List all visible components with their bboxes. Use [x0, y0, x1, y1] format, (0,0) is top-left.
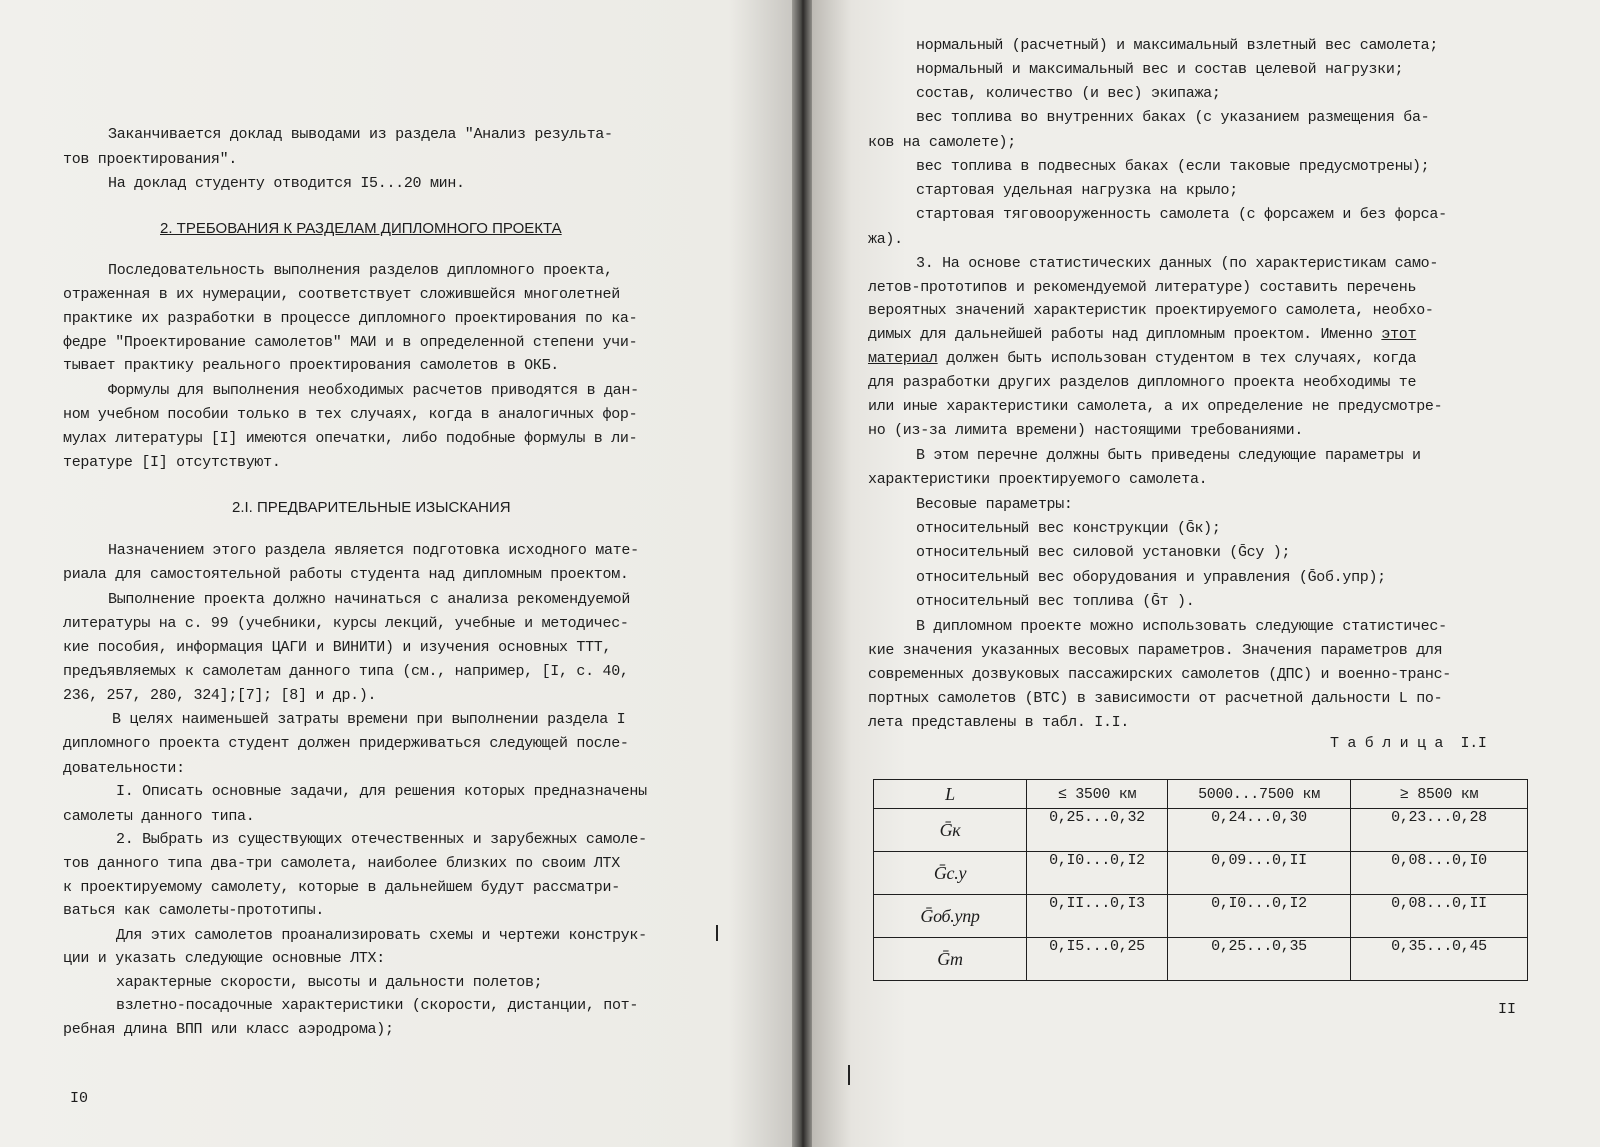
text-segment: должен быть использован студентом в тех случаях, когда [937, 350, 1417, 367]
margin-mark [716, 925, 718, 941]
text-line: состав, количество (и вес) экипажа; [916, 85, 1221, 102]
text-line: нормальный (расчетный) и максимальный взлетный вес самолета; [916, 37, 1439, 54]
text-line: 3. На основе статистических данных (по характеристикам само- [916, 255, 1439, 272]
table-cell: 0,08...0,II [1351, 895, 1528, 938]
text-line: кие значения указанных весовых параметров. Значения параметров для [868, 642, 1443, 659]
table-cell: 0,23...0,28 [1351, 809, 1528, 852]
table-header-cell: 5000...7500 км [1168, 780, 1351, 809]
text-line: тывает практику реального проектирования самолетов в ОКБ. [63, 357, 559, 374]
text-line: вероятных значений характеристик проектируемого самолета, необхо- [868, 302, 1434, 319]
text-line: 2. Выбрать из существующих отечественных и зарубежных самоле- [116, 831, 647, 848]
text-line: Для этих самолетов проанализировать схемы и чертежи конструк- [116, 927, 647, 944]
table-cell: 0,24...0,30 [1168, 809, 1351, 852]
text-line: или иные характеристики самолета, а их определение не предусмотре- [868, 398, 1443, 415]
table-header-cell: L [874, 780, 1027, 809]
text-line: Весовые параметры: [916, 496, 1073, 513]
text-line: Последовательность выполнения разделов дипломного проекта, [108, 262, 613, 279]
table-cell: 0,09...0,II [1168, 852, 1351, 895]
text-line: для разработки других разделов дипломного проекта необходимы те [868, 374, 1417, 391]
table-row [874, 809, 1528, 852]
table-cell: 0,35...0,45 [1351, 938, 1528, 981]
text-line: относительный вес силовой установки (Ḡсу ); [916, 544, 1291, 561]
text-line: ном учебном пособии только в тех случаях, когда в аналогичных фор- [63, 406, 638, 423]
text-line: Формулы для выполнения необходимых расчетов приводятся в дан- [108, 382, 639, 399]
book-spine [792, 0, 812, 1147]
text-line [868, 350, 1416, 368]
parameters-table [873, 779, 1528, 981]
text-line: 236, 257, 280, 324];[7]; [8] и др.). [63, 687, 377, 704]
text-line: характерные скорости, высоты и дальности полетов; [116, 974, 543, 991]
text-line: Назначением этого раздела является подготовка исходного мате- [108, 542, 639, 559]
text-line: ваться как самолеты-прототипы. [63, 902, 325, 919]
text-line: отраженная в их нумерации, соответствует сложившейся многолетней [63, 286, 620, 303]
page-number: I0 [70, 1090, 89, 1107]
text-line: тов проектирования". [63, 151, 238, 168]
table-row [874, 852, 1528, 895]
text-line: портных самолетов (ВТС) в зависимости от расчетной дальности L по- [868, 690, 1443, 707]
text-line: относительный вес оборудования и управления (Ḡоб.упр); [916, 569, 1386, 586]
text-line [868, 326, 1416, 344]
text-line: лета представлены в табл. I.I. [868, 714, 1130, 731]
table-cell: Ḡс.у [874, 852, 1027, 895]
underlined-word: этот [1381, 326, 1417, 343]
table-cell: 0,II...0,I3 [1027, 895, 1168, 938]
margin-mark [848, 1065, 850, 1085]
text-line: федре "Проектирование самолетов" МАИ и в определенной степени учи- [63, 334, 638, 351]
table-row [874, 938, 1528, 981]
text-line: взлетно-посадочные характеристики (скорости, дистанции, пот- [116, 997, 639, 1014]
text-line: мулах литературы [I] имеются опечатки, либо подобные формулы в ли- [63, 430, 638, 447]
table-cell: 0,I5...0,25 [1027, 938, 1168, 981]
text-line: вес топлива в подвесных баках (если таковые предусмотрены); [916, 158, 1430, 175]
text-line: I. Описать основные задачи, для решения которых предназначены [116, 783, 647, 800]
text-line: летов-прототипов и рекомендуемой литературе) составить перечень [868, 279, 1417, 296]
text-line: Выполнение проекта должно начинаться с анализа рекомендуемой [108, 591, 631, 608]
text-line: стартовая удельная нагрузка на крыло; [916, 182, 1238, 199]
text-line: к проектируемому самолету, которые в дальнейшем будут рассматри- [63, 879, 620, 896]
text-line: тов данного типа два-три самолета, наиболее близких по своим ЛТХ [63, 855, 620, 872]
text-line: характеристики проектируемого самолета. [868, 471, 1208, 488]
text-line: кие пособия, информация ЦАГИ и ВИНИТИ) и изучения основных ТТТ, [63, 639, 612, 656]
text-line: предъявляемых к самолетам данного типа (см., например, [I, с. 40, [63, 663, 629, 680]
text-segment: димых для дальнейшей работы над дипломным проектом. Именно [868, 326, 1382, 343]
text-line: вес топлива во внутренних баках (с указанием размещения ба- [916, 109, 1430, 126]
text-line: В этом перечне должны быть приведены следующие параметры и [916, 447, 1421, 464]
text-line: но (из-за лимита времени) настоящими требованиями. [868, 422, 1304, 439]
table-cell: Ḡоб.упр [874, 895, 1027, 938]
text-line: На доклад студенту отводится I5...20 мин. [108, 175, 465, 192]
table-header-cell: ≥ 8500 км [1351, 780, 1528, 809]
text-line: литературы на с. 99 (учебники, курсы лекций, учебные и методичес- [63, 615, 629, 632]
text-line: В дипломном проекте можно использовать следующие статистичес- [916, 618, 1447, 635]
text-line: практике их разработки в процессе дипломного проектирования по ка- [63, 310, 638, 327]
table-cell: 0,I0...0,I2 [1027, 852, 1168, 895]
table-cell: Ḡк [874, 809, 1027, 852]
table-cell: 0,25...0,32 [1027, 809, 1168, 852]
table-cell: 0,25...0,35 [1168, 938, 1351, 981]
table-cell: 0,08...0,I0 [1351, 852, 1528, 895]
text-line: относительный вес конструкции (Ḡк); [916, 520, 1221, 537]
text-line: современных дозвуковых пассажирских самолетов (ДПС) и военно-транс- [868, 666, 1451, 683]
section-heading: 2. ТРЕБОВАНИЯ К РАЗДЕЛАМ ДИПЛОМНОГО ПРОЕКТА [160, 220, 562, 237]
text-line: ции и указать следующие основные ЛТХ: [63, 950, 385, 967]
table-row [874, 895, 1528, 938]
table-cell: Ḡт [874, 938, 1027, 981]
left-page [0, 0, 792, 1147]
table-caption: Т а б л и ц а I.I [1330, 735, 1487, 752]
table-cell: 0,I0...0,I2 [1168, 895, 1351, 938]
subsection-heading: 2.I. ПРЕДВАРИТЕЛЬНЫЕ ИЗЫСКАНИЯ [232, 499, 511, 516]
text-line: ребная длина ВПП или класс аэродрома); [63, 1021, 394, 1038]
page-number: II [1498, 1001, 1517, 1018]
table-header-row [874, 780, 1528, 809]
text-line: тературе [I] отсутствуют. [63, 454, 281, 471]
text-line: жа). [868, 231, 903, 248]
text-line: дипломного проекта студент должен придерживаться следующей после- [63, 735, 629, 752]
text-line: риала для самостоятельной работы студента над дипломным проектом. [63, 566, 629, 583]
underlined-word: материал [868, 350, 938, 367]
text-line: относительный вес топлива (Ḡт ). [916, 593, 1195, 610]
text-line: В целях наименьшей затраты времени при выполнении раздела I [112, 711, 626, 728]
text-line: стартовая тяговооруженность самолета (с форсажем и без форса- [916, 206, 1447, 223]
text-line: ков на самолете); [868, 134, 1016, 151]
text-line: Заканчивается доклад выводами из раздела "Анализ результа- [108, 126, 613, 143]
text-line: самолеты данного типа. [63, 808, 255, 825]
text-line: довательности: [63, 760, 185, 777]
text-line: нормальный и максимальный вес и состав целевой нагрузки; [916, 61, 1404, 78]
table-header-cell: ≤ 3500 км [1027, 780, 1168, 809]
